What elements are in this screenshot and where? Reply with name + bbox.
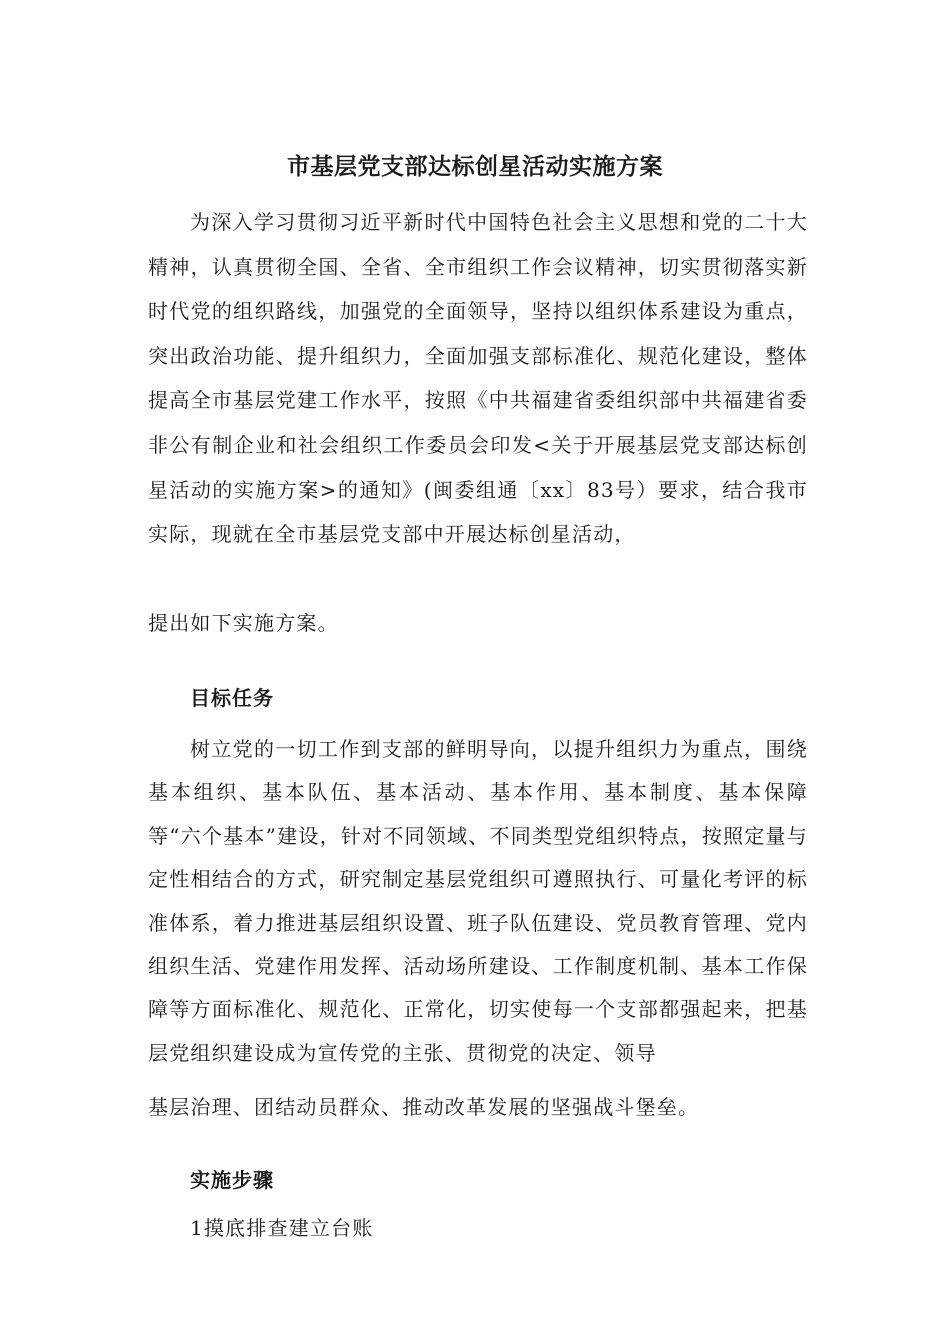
intro-paragraph: 为深入学习贯彻习近平新时代中国特色社会主义思想和党的二十大精神，认真贯彻全国、全省、全市组织工作会议精神，切实贯彻落实新时代党的组织路线，加强党的全面领导，坚持以组织体系建设为重点，突出政治功能、提升组织力，全面加强支部标准化、规范化建设，整体提高全市基层党建工作水平，按照《中共福建省委组织部中共福建省委非公有制企业和社会组织工作委员会印发<关于开展基层党支部达标创星活动的实施方案>的通知》(闽委组通〔xx〕83号）要求，结合我市实际，现就在全市基层党支部中开展达标创星活动， — [148, 210, 808, 547]
section-heading-steps: 实施步骤 — [190, 1168, 274, 1192]
document-title: 市基层党支部达标创星活动实施方案 — [287, 154, 663, 180]
step-item-1: 1摸底排查建立台账 — [190, 1216, 374, 1240]
goals-paragraph-tail: 基层治理、团结动员群众、推动改革发展的坚强战斗堡垒。 — [148, 1095, 700, 1119]
intro-paragraph-tail: 提出如下实施方案。 — [148, 611, 339, 635]
section-heading-goals: 目标任务 — [190, 686, 274, 710]
goals-paragraph: 树立党的一切工作到支部的鲜明导向，以提升组织力为重点，围绕基本组织、基本队伍、基本活动、基本作用、基本制度、基本保障等“六个基本”建设，针对不同领域、不同类型党组织特点，按照定量与定性相结合的方式，研究制定基层党组织可遵照执行、可量化考评的标准体系，着力推进基层组织设置、班子队伍建设、党员教育管理、党内组织生活、党建作用发挥、活动场所建设、工作制度机制、基本工作保障等方面标准化、规范化、正常化，切实使每一个支部都强起来，把基层党组织建设成为宣传党的主张、贯彻党的决定、领导 — [148, 737, 808, 1065]
